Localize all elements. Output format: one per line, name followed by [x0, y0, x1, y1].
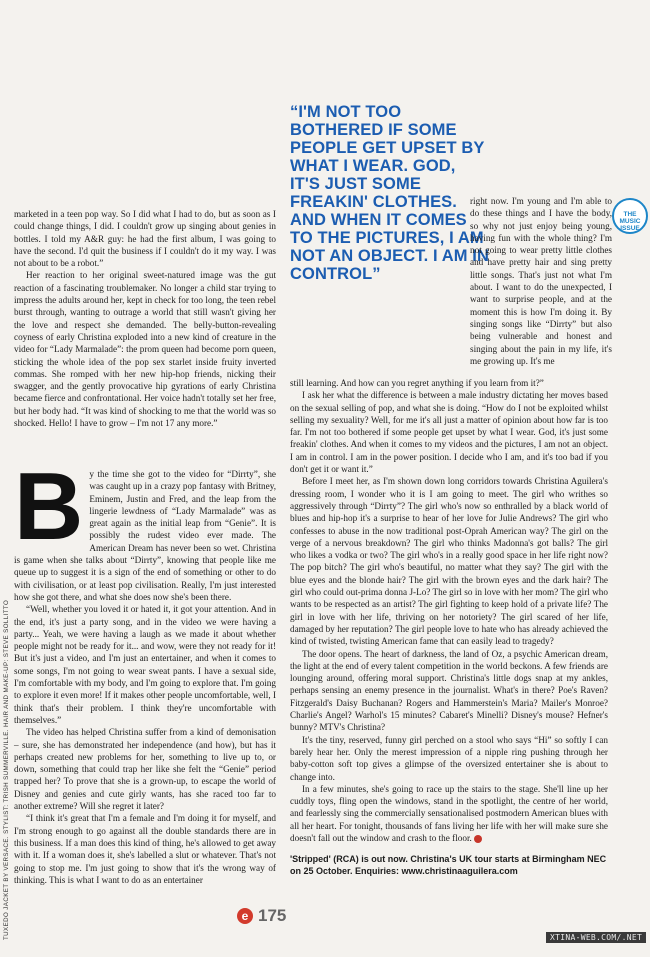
- pull-quote: “I'M NOT TOO BOTHERED IF SOME PEOPLE GET UPSET BY WHAT I WEAR. GOD, IT'S JUST SOME FREAKIN' CLOTHES. AND WHEN IT COMES TO THE PICTURES, I AM NOT AN OBJECT. I AM IN CONTROL”: [290, 103, 489, 283]
- paragraph: I ask her what the difference is between a male industry dictating her moves based on the sexual selling of pop, and what she is doing. “How do I not be exploited whilst selling my sexuality? Well, for me it's all just a matter of opinion about how far is too far. I'm not too bothered if some people get upset by what I wear. God, it's just some freakin' clothes. And when it comes to my videos and the pictures, I am not an object. I am in control. I am in the power position. I decide who I am, and it's too bad if you don't get it or want it.”: [290, 390, 608, 475]
- end-mark-icon: [474, 835, 482, 843]
- music-issue-badge: [612, 198, 648, 234]
- dropcap-text: y the time she got to the video for “Dirrty”, she was caught up in a crazy pop fantasy with Britney, Eminem, Justin and Fred, and the leap from the lingerie lewdness of “Lady Marmalade” was as great again as the initial leap from “Genie”. It is possibly the rudest video ever made. The American Dream has never been so wet. Christina is game when she talks about “Dirrty”, knowing that people like me queue up to suggest it is a sign of the end of something or other to do with civilisation, or at least pop civilisation. Really, I'm just interested how she got there, and what she does now she's been there.: [14, 469, 276, 602]
- release-info: 'Stripped' (RCA) is out now. Christina's UK tour starts at Birmingham NEC on 25 October. Enquiries: www.christinaaguilera.com: [290, 854, 607, 877]
- paragraph: marketed in a teen pop way. So I did what I had to do, but as soon as I could change things, I did. I couldn't grow up singing about genies in bottles. I told my A&R guy: he had the first album, I was going to have the second. I'd quit the business if I couldn't do it my way. I was not about to be a robot.”: [14, 209, 276, 269]
- dropcap-paragraph: [14, 453, 276, 603]
- column-2: [290, 377, 608, 886]
- column-1-top: [14, 208, 276, 429]
- paragraph: still learning. And how can you regret anything if you learn from it?”: [290, 378, 544, 388]
- magazine-logo-icon: e: [237, 908, 253, 924]
- paragraph: “I think it's great that I'm a female and I'm doing it for myself, and I'm strong enough to go against all the double standards there are in this business. If a man does this kind of thing, he's allowed to get away with it. If a woman does it, she's labelled a slut or whatever. That's not going to stop me. I'm just going to show that it's the wrong way of thinking. This is what I want to do as an entertainer: [14, 813, 276, 885]
- dropcap-letter: B: [14, 453, 84, 560]
- site-watermark: XTINA-WEB.COM/.NET: [546, 932, 646, 943]
- paragraph: Her reaction to her original sweet-natured image was the gut reaction of a fascinating troublemaker. No longer a child star trying to impress the adults around her, kept in check for too long, the teen rebel burst through, wanting to outrage a world that still wasn't giving her the love and respect she demanded. The belly-button-revealing coyness of early Christina exploded into a new kind of creature in the video for “Lady Marmalade”: the prom queen had become porn queen, sticking the whole idea of the pop sex starlet inside fruity inverted commas. She romped with her new hip-hop friends, nicking their swagger, and the gently provocative hip gyrations of early Christina became fierce and confrontational. Her voice hadn't totally set her free, but her body had. “It was kind of shocking to me that the world was so shocked. Hello! I have to grow – I'm not 17 any more.”: [14, 270, 276, 429]
- paragraph: right now. I'm young and I'm able to do these things and I have the body, so why not just enjoy being young, having fun with the whole thing? I'm not going to wear pretty little clothes and have pretty hair and sing pretty little songs. That's just not what I'm about. I want to do the unexpected, I want to surprise people, and at the moment this is how I'm doing it. By singing songs like “Dirrty” but also being vulnerable and honest and singing about the pain in my life, it's me growing up. It's me: [470, 196, 612, 366]
- column-1-dropcap: [14, 453, 276, 886]
- photo-credit: TUXEDO JACKET BY VERSACE. STYLIST: TRISH SUMMERVILLE. HAIR AND MAKE-UP: STEVE SOLLITTO: [3, 599, 10, 940]
- paragraph: The door opens. The heart of darkness, the land of Oz, a psychic American dream, the light at the end of every talent competition in the world beckons. A few friends are lounging around, offering moral support. Christina's little dogs snap at my ankles, perhaps sensing an enemy presence in the journalist. What's in there? Poe's Raven? Fitzgerald's Daisy Buchanan? Rogers and Hammerstein's Maria? Mailer's Monroe? Charlie's Angel? Warhol's 15 minutes? Cabaret's Minelli? Disney's mouse? Hefner's bunny? MTV's Christina?: [290, 648, 608, 733]
- paragraph: Before I meet her, as I'm shown down long corridors towards Christina Aguilera's dressing room, I wonder who it is I am going to meet. The girl who writhes so aggressively through “Dirrty”? The girl who's now so enthralled by a black world of blues and hip-hop it's a surprise to hear of her love for Julie Andrews? The girl who confesses to abuse in the now traditional post-Oprah American way? The girl on the verge of a nervous breakdown? The girl who thinks Madonna's got balls? The girl who likes a vodka or two? The girl who's in a really good space in her life right now? The pop bitch? The girl who's beautiful, no matter what they say? The girl with the blue eyes and the blonde hair? The girl with the brown eyes and the dark hair? The girl who could out-prima donna J-Lo? The girl so in love with her mom? The girl who wants to be respected as an artist? The girl fighting to keep hold of a private life? The girl in love with her life, thriving on her notoriety? The girl scared of her life, damaged by her reputation? The girl people love to hate who has already achieved the kind of twisted, twisting American fame that can easily lead to tragedy?: [290, 476, 608, 647]
- paragraph: “Well, whether you loved it or hated it, it got your attention. And in the end, it's just a party song, and in the video we were having a party... Yeah, we were having a laugh as we made it about whether people might not be ready for it... and wow, were they not ready for it! But it's just a video, and I'm just an entertainer, and when it comes to some songs, I'm not going to wear sweat pants. I have a sexual side, I'm comfortable with my body, and I'm going to explore that. I'm going to explore it even more! If it makes other people uncomfortable, well, I think that's their problem. I think they're uncomfortable with themselves.”: [14, 604, 276, 725]
- paragraph: [290, 783, 608, 844]
- page-number: 175: [258, 906, 287, 925]
- badge-label: THE MUSIC ISSUE: [619, 211, 641, 232]
- paragraph: It's the tiny, reserved, funny girl perched on a stool who says “Hi” so softly I can barely hear her. Only the merest impression of a nipple ring pushing through her baby-cotton soft top gives a glimpse of the oversized entertainer she is about to change into.: [290, 734, 608, 782]
- paragraph-text: In a few minutes, she's going to race up the stairs to the stage. She'll line up her cuddly toys, fling open the windows, stand in the spotlight, the centre of her world, and fearlessly sing the commercially sensationalised postmodern American blues with all her heart. For tonight, thousands of fans living her life with her will make sure she doesn't fall out the window and crash to the floor.: [290, 783, 608, 843]
- column-2-top: [470, 195, 612, 367]
- paragraph: The video has helped Christina suffer from a kind of demonisation – sure, she has demonstrated her independence (and how), but has it perhaps created new problems for her, something to live up to, or down, something that could trap her like she felt the “Genie” period trapped her? To prove that she is a grown-up, to escape the world of Disney and genies and cute girly wants, has she raced too far to another extreme? Will she regret it later?: [14, 727, 276, 812]
